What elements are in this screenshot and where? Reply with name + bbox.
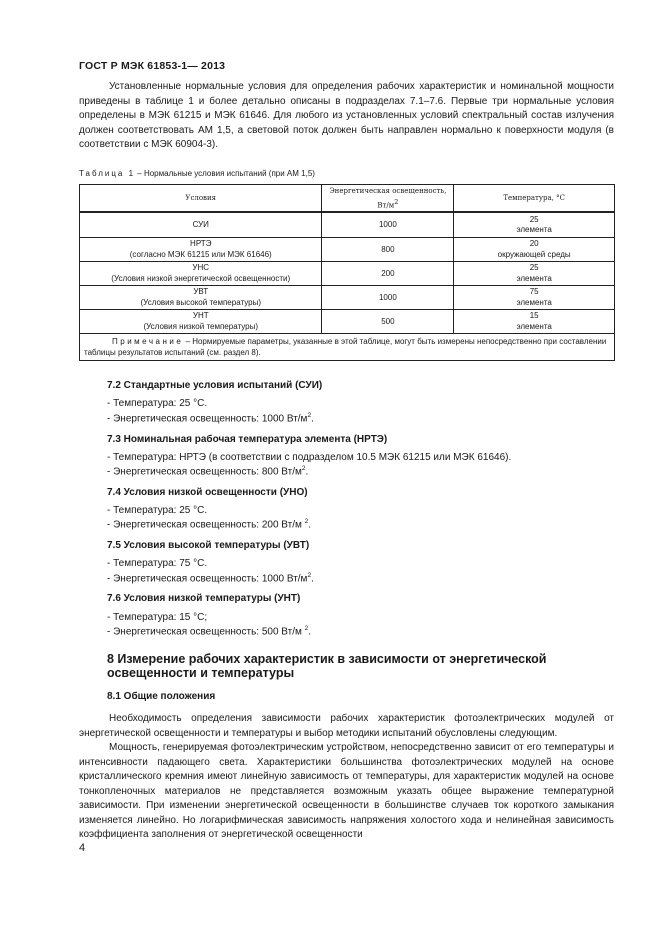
cell-irradiance: 500	[322, 310, 454, 334]
condition-desc: (Условия низкой температуры)	[143, 321, 258, 331]
irradiance-end: .	[308, 519, 312, 531]
table-row	[80, 310, 615, 334]
document-header: ГОСТ Р МЭК 61853-1— 2013	[79, 60, 226, 72]
conditions-table	[79, 184, 615, 361]
cell-temperature	[454, 238, 615, 262]
cell-condition	[80, 286, 322, 310]
condition-code: УНС	[192, 263, 210, 273]
table-note	[80, 334, 615, 361]
section-7-3-temperature: - Температура: НРТЭ (в соответствии с подразделом 10.5 МЭК 61215 или МЭК 61646).	[107, 452, 512, 463]
irradiance-exp: 2	[307, 412, 312, 419]
section-8-1-paragraph-1: Необходимость определения зависимости рабочих характеристик фотоэлектрических модулей от энергетической освещенности и температуры и выбор методики испытаний обусловлены следующим.	[79, 713, 614, 739]
temperature-type: элемента	[516, 273, 552, 283]
cell-temperature	[454, 262, 615, 286]
cell-condition	[80, 262, 322, 286]
irradiance-end: .	[311, 413, 314, 425]
header-irradiance-exp: 2	[394, 197, 399, 206]
cell-temperature	[454, 212, 615, 238]
condition-desc: (Условия высокой температуры)	[140, 297, 261, 307]
table-caption-label: Таблица 1	[79, 169, 136, 178]
header-temperature: Температура, °С	[454, 185, 615, 213]
condition-code: УНТ	[192, 311, 209, 321]
page-number: 4	[79, 842, 86, 854]
irradiance-text: - Энергетическая освещенность: 1000 Вт/м	[107, 573, 308, 585]
irradiance-exp: 2	[304, 625, 309, 632]
table-row	[80, 212, 615, 238]
table-row	[80, 286, 615, 310]
cell-condition	[80, 212, 322, 238]
temperature-value: 25	[529, 214, 539, 224]
condition-code: УВТ	[193, 287, 209, 297]
section-7-6-temperature: - Температура: 15 °С;	[107, 612, 208, 623]
temperature-type: элемента	[516, 321, 552, 331]
cell-temperature	[454, 310, 615, 334]
cell-temperature	[454, 286, 615, 310]
section-8-title: 8 Измерение рабочих характеристик в зависимости от энергетической освещенности и температуры	[107, 652, 547, 680]
section-7-5-title: 7.5 Условия высокой температуры (УВТ)	[107, 540, 310, 551]
irradiance-exp: 2	[307, 572, 312, 579]
intro-paragraph: Установленные нормальные условия для определения рабочих характеристик и номинальной мощности приведены в таблице 1 и более детально описаны в подразделах 7.1–7.6. Первые три нормальные условия определены в МЭК 61215 и МЭК 61646. Для любого из установленных условий спектральный состав излучения должен соответствовать AM 1,5, а световой поток должен быть направлен нормально к поверхности модуля (в соответствии с МЭК 60904-3).	[79, 81, 614, 150]
section-7-5-irradiance	[107, 572, 314, 584]
cell-irradiance: 1000	[322, 212, 454, 238]
cell-irradiance: 1000	[322, 286, 454, 310]
temperature-value: 20	[529, 239, 539, 249]
irradiance-exp: 2	[304, 518, 309, 525]
header-irradiance-unit: Вт/м	[377, 200, 395, 209]
temperature-type: окружающей среды	[497, 249, 571, 259]
irradiance-text: - Энергетическая освещенность: 500 Вт/м	[107, 626, 305, 638]
section-7-2-temperature: - Температура: 25 °С.	[107, 398, 208, 409]
cell-condition	[80, 310, 322, 334]
header-irradiance-label: Энергетическая освещенность,	[329, 187, 447, 195]
cell-irradiance: 800	[322, 238, 454, 262]
temperature-type: элемента	[516, 297, 552, 307]
temperature-value: 25	[529, 263, 539, 273]
table-note-row	[80, 334, 615, 361]
section-8-1-title: 8.1 Общие положения	[107, 691, 216, 702]
irradiance-text: - Энергетическая освещенность: 800 Вт/м	[107, 466, 302, 478]
section-7-4-temperature: - Температура: 25 °С.	[107, 505, 208, 516]
section-7-2-irradiance	[107, 412, 314, 424]
condition-code: СУИ	[192, 220, 209, 230]
cell-irradiance: 200	[322, 262, 454, 286]
header-irradiance	[322, 185, 454, 213]
condition-desc: (Условия низкой энергетической освещенности)	[111, 273, 291, 283]
condition-code: НРТЭ	[190, 239, 212, 249]
table-caption-text: – Нормальные условия испытаний (при AM 1,5)	[135, 169, 315, 178]
section-7-6-title: 7.6 Условия низкой температуры (УНТ)	[107, 593, 301, 604]
section-7-2-title: 7.2 Стандартные условия испытаний (СУИ)	[107, 380, 323, 391]
irradiance-exp: 2	[301, 465, 306, 472]
section-7-6-irradiance	[107, 625, 311, 637]
section-7-3-irradiance	[107, 465, 308, 477]
irradiance-end: .	[311, 573, 314, 585]
table-row	[80, 262, 615, 286]
table-row	[80, 238, 615, 262]
temperature-type: элемента	[516, 225, 552, 235]
section-7-5-temperature: - Температура: 75 °С.	[107, 558, 208, 569]
note-label: Примечание	[112, 337, 184, 347]
section-7-3-title: 7.3 Номинальная рабочая температура элемента (НРТЭ)	[107, 434, 388, 445]
temperature-value: 15	[529, 311, 539, 321]
table-caption	[79, 169, 315, 178]
irradiance-end: .	[305, 466, 309, 478]
table-header-row	[80, 185, 615, 213]
header-conditions: Условия	[80, 185, 322, 213]
note-text: – Нормируемые параметры, указанные в этой таблице, могут быть измерены непосредственно при составлении таблицы результатов испытаний (см. раздел 8).	[84, 337, 607, 358]
section-7-4-title: 7.4 Условия низкой освещенности (УНО)	[107, 487, 308, 498]
cell-condition	[80, 238, 322, 262]
section-8-1-paragraph-2: Мощность, генерируемая фотоэлектрическим устройством, непосредственно зависит от его температуры и интенсивности падающего света. Характеристики большинства фотоэлектрических модулей на основе кристаллического кремния имеют линейную зависимость от температуры, для характеристик модулей на основе тонкопленочных материалов не представляется возможным указать общее выражение температурной зависимости. При изменении энергетической освещенности в большинстве случаев ток короткого замыкания изменяется линейно. Но логарифмическая зависимость напряжения холостого хода и нелинейная зависимость коэффициента заполнения от энергетической освещенности	[79, 742, 614, 840]
irradiance-text: - Энергетическая освещенность: 200 Вт/м	[107, 519, 305, 531]
irradiance-end: .	[308, 626, 312, 638]
condition-desc: (согласно МЭК 61215 или МЭК 61646)	[129, 249, 272, 259]
irradiance-text: - Энергетическая освещенность: 1000 Вт/м	[107, 413, 308, 425]
section-7-4-irradiance	[107, 518, 311, 530]
temperature-value: 75	[529, 287, 539, 297]
